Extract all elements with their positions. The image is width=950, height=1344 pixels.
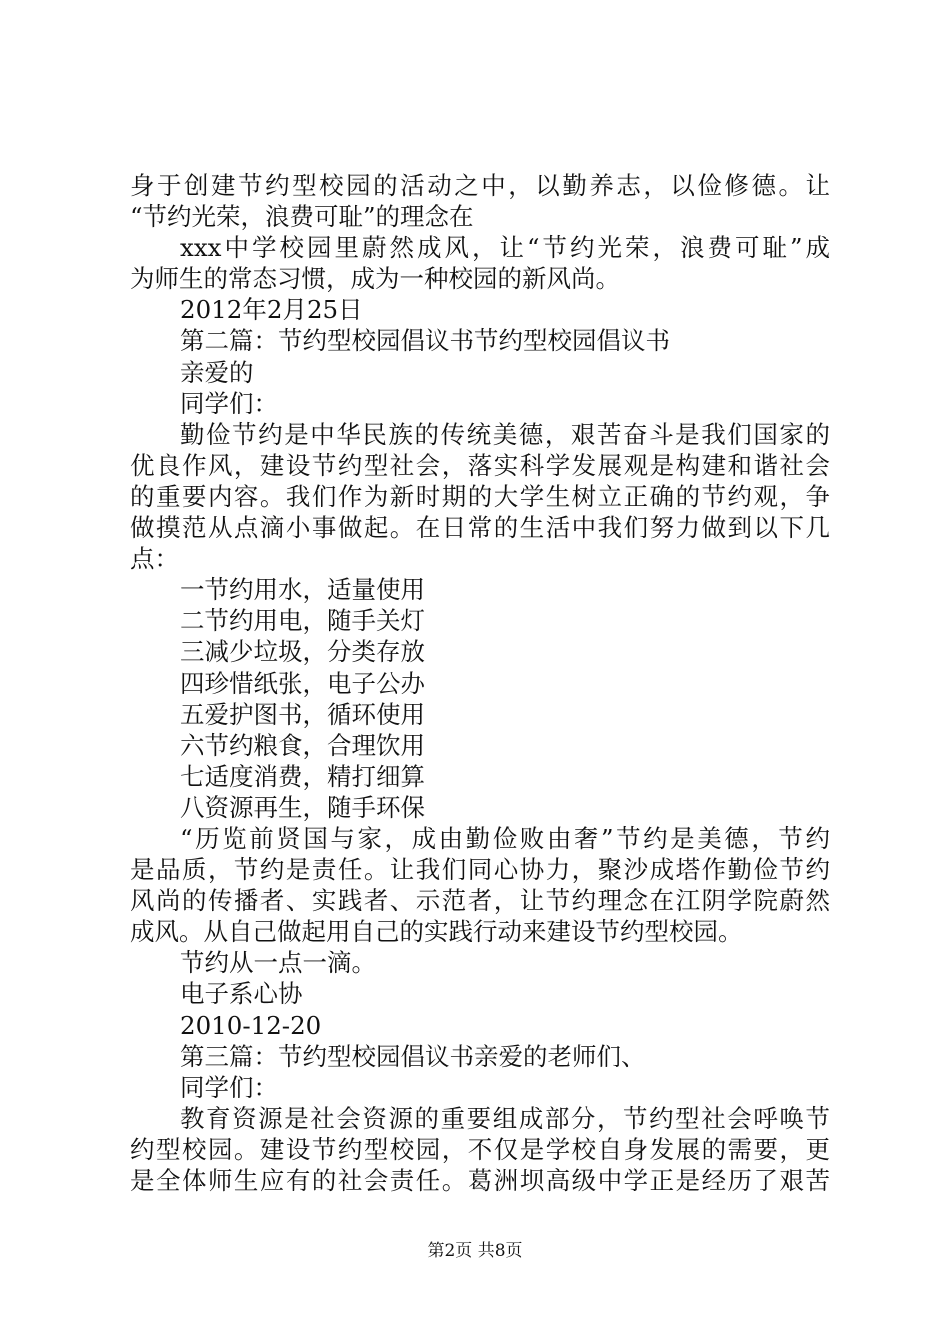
paragraph-line: 勤俭节约是中华民族的传统美德，艰苦奋斗是我们国家的 bbox=[180, 419, 830, 449]
list-item: 二节约用电，随手关灯 bbox=[180, 606, 425, 636]
paragraph-line: 优良作风，建设节约型社会，落实科学发展观是构建和谐社会 bbox=[130, 450, 830, 480]
salutation-line: 同学们： bbox=[180, 388, 278, 418]
document-body bbox=[130, 170, 830, 1196]
paragraph-line: xxx中学校园里蔚然成风，让“节约光荣，浪费可耻”成 bbox=[180, 233, 830, 263]
salutation-line: 同学们： bbox=[180, 1072, 278, 1102]
paragraph-line: “历览前贤国与家，成由勤俭败由奢”节约是美德，节约 bbox=[180, 823, 830, 853]
paragraph-line: 约型校园。建设节约型校园，不仅是学校自身发展的需要，更 bbox=[130, 1134, 830, 1164]
list-item: 一节约用水，适量使用 bbox=[180, 575, 425, 605]
section-heading: 第二篇：节约型校园倡议书节约型校园倡议书 bbox=[180, 326, 670, 356]
salutation-line: 亲爱的 bbox=[180, 357, 254, 387]
paragraph-line: 教育资源是社会资源的重要组成部分，节约型社会呼唤节 bbox=[180, 1103, 830, 1133]
section-heading: 第三篇：节约型校园倡议书亲爱的老师们、 bbox=[180, 1041, 646, 1071]
paragraph-line: 身于创建节约型校园的活动之中，以勤养志，以俭修德。让 bbox=[130, 171, 830, 200]
paragraph-line: 是全体师生应有的社会责任。葛洲坝高级中学正是经历了艰苦 bbox=[130, 1166, 830, 1195]
date-line: 2012年2月25日 bbox=[180, 295, 363, 325]
paragraph-line: 的重要内容。我们作为新时期的大学生树立正确的节约观，争 bbox=[130, 481, 830, 511]
paragraph-line: 成风。从自己做起用自己的实践行动来建设节约型校园。 bbox=[130, 917, 743, 947]
list-item: 四珍惜纸张，电子公办 bbox=[180, 668, 425, 698]
signature-line: 电子系心协 bbox=[180, 979, 303, 1009]
date-line: 2010-12-20 bbox=[180, 1010, 322, 1040]
paragraph-line: 节约从一点一滴。 bbox=[180, 948, 376, 978]
paragraph-line: 为师生的常态习惯，成为一种校园的新风尚。 bbox=[130, 264, 620, 294]
list-item: 三减少垃圾，分类存放 bbox=[180, 637, 425, 667]
list-item: 八资源再生，随手环保 bbox=[180, 792, 425, 822]
list-item: 七适度消费，精打细算 bbox=[180, 761, 425, 791]
paragraph-line: 点： bbox=[130, 544, 179, 574]
paragraph-line: “节约光荣，浪费可耻”的理念在 bbox=[130, 202, 474, 232]
paragraph-line: 是品质，节约是责任。让我们同心协力，聚沙成塔作勤俭节约 bbox=[130, 855, 830, 885]
list-item: 六节约粮食，合理饮用 bbox=[180, 730, 425, 760]
list-item: 五爱护图书，循环使用 bbox=[180, 699, 425, 729]
paragraph-line: 风尚的传播者、实践者、示范者，让节约理念在江阴学院蔚然 bbox=[130, 886, 830, 916]
paragraph-line: 做摸范从点滴小事做起。在日常的生活中我们努力做到以下几 bbox=[130, 513, 830, 543]
page-number-footer: 第2页 共8页 bbox=[427, 1241, 523, 1261]
